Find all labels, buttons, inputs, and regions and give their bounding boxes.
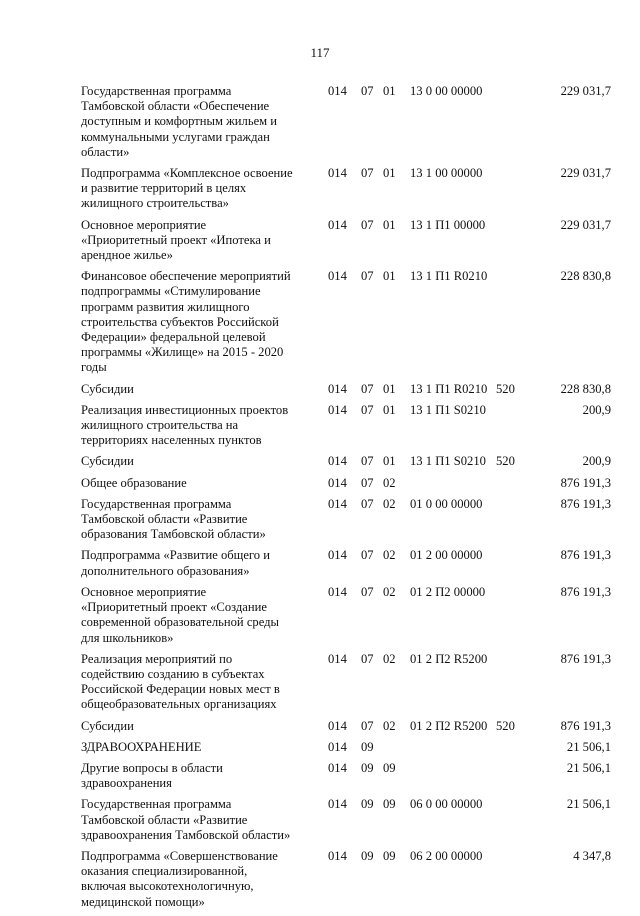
row-sum: 876 191,3 — [560, 475, 611, 490]
ministry-code: 014 — [328, 848, 347, 863]
section-code: 07 — [361, 269, 374, 284]
expense-type-code: 520 — [496, 454, 515, 469]
ministry-code: 014 — [328, 651, 347, 666]
target-article-code: 01 2 00 00000 — [410, 548, 483, 563]
ministry-code: 014 — [328, 381, 347, 396]
section-code: 07 — [361, 454, 374, 469]
row-name: Подпрограмма «Развитие общего и дополнительного образования» — [81, 548, 270, 578]
section-code: 09 — [361, 797, 374, 812]
section-code: 07 — [361, 217, 374, 232]
row-sum: 229 031,7 — [560, 166, 611, 181]
row-sum: 21 506,1 — [566, 739, 611, 754]
target-article-code: 13 1 П1 00000 — [410, 217, 486, 232]
row-sum: 228 830,8 — [560, 269, 611, 284]
ministry-code: 014 — [328, 217, 347, 232]
section-code: 07 — [361, 475, 374, 490]
row-name: Субсидии — [81, 718, 134, 733]
section-code: 07 — [361, 381, 374, 396]
table-row — [0, 585, 640, 646]
ministry-code: 014 — [328, 475, 347, 490]
table-row — [0, 403, 640, 449]
section-code: 07 — [361, 496, 374, 511]
subsection-code: 01 — [383, 454, 396, 469]
row-name: Другие вопросы в области здравоохранения — [81, 760, 223, 791]
table-row — [0, 382, 640, 397]
section-code: 07 — [361, 718, 374, 733]
section-code: 07 — [361, 584, 374, 599]
target-article-code: 13 1 00 00000 — [410, 166, 483, 181]
section-code: 09 — [361, 739, 374, 754]
subsection-code: 02 — [383, 548, 396, 563]
ministry-code: 014 — [328, 548, 347, 563]
ministry-code: 014 — [328, 718, 347, 733]
ministry-code: 014 — [328, 797, 347, 812]
row-sum: 4 347,8 — [573, 848, 611, 863]
row-name: Подпрограмма «Комплексное освоение и развитие территорий в целях жилищного строительства» — [81, 166, 293, 211]
target-article-code: 13 0 00 00000 — [410, 84, 483, 98]
target-article-code: 13 1 П1 R0210 — [410, 381, 488, 396]
row-name: Субсидии — [81, 454, 134, 469]
section-code: 07 — [361, 548, 374, 563]
row-sum: 229 031,7 — [560, 217, 611, 232]
section-code: 07 — [361, 402, 374, 417]
row-sum: 200,9 — [582, 454, 611, 469]
subsection-code: 01 — [383, 381, 396, 396]
target-article-code: 01 2 П2 00000 — [410, 584, 486, 599]
ministry-code: 014 — [328, 166, 347, 181]
table-row — [0, 548, 640, 578]
row-sum: 229 031,7 — [560, 84, 611, 98]
table-row — [0, 797, 640, 843]
table-row — [0, 218, 640, 264]
row-sum: 876 191,3 — [560, 548, 611, 563]
ministry-code: 014 — [328, 269, 347, 284]
subsection-code: 09 — [383, 760, 396, 775]
row-name: ЗДРАВООХРАНЕНИЕ — [81, 739, 202, 754]
table-row — [0, 719, 640, 734]
target-article-code: 01 2 П2 R5200 — [410, 651, 488, 666]
budget-table — [0, 84, 640, 916]
subsection-code: 01 — [383, 166, 396, 181]
row-name: Реализация мероприятий по содействию созданию в субъектах Российской Федерации новых мест в общеобразовательных организациях — [81, 651, 280, 712]
row-name: Общее образование — [81, 475, 187, 490]
subsection-code: 02 — [383, 475, 396, 490]
row-name: Реализация инвестиционных проектов жилищного строительства на территориях населенных пунктов — [81, 402, 289, 448]
row-name: Основное мероприятие «Приоритетный проект «Создание современной образовательной среды для школьников» — [81, 584, 280, 645]
table-row — [0, 849, 640, 910]
subsection-code: 01 — [383, 84, 396, 98]
row-sum: 876 191,3 — [560, 651, 611, 666]
ministry-code: 014 — [328, 454, 347, 469]
ministry-code: 014 — [328, 739, 347, 754]
row-sum: 876 191,3 — [560, 584, 611, 599]
row-sum: 21 506,1 — [566, 797, 611, 812]
ministry-code: 014 — [328, 84, 347, 98]
row-name: Основное мероприятие «Приоритетный проект «Ипотека и арендное жилье» — [81, 217, 271, 263]
table-row — [0, 497, 640, 543]
row-sum: 876 191,3 — [560, 496, 611, 511]
target-article-code: 01 2 П2 R5200 — [410, 718, 488, 733]
subsection-code: 01 — [383, 402, 396, 417]
subsection-code: 09 — [383, 848, 396, 863]
row-name: Государственная программа Тамбовской области «Развитие здравоохранения Тамбовской области» — [81, 797, 291, 842]
ministry-code: 014 — [328, 584, 347, 599]
section-code: 07 — [361, 651, 374, 666]
ministry-code: 014 — [328, 760, 347, 775]
target-article-code: 13 1 П1 R0210 — [410, 269, 488, 284]
ministry-code: 014 — [328, 496, 347, 511]
table-row — [0, 166, 640, 212]
subsection-code: 01 — [383, 217, 396, 232]
expense-type-code: 520 — [496, 381, 515, 396]
table-row — [0, 652, 640, 713]
subsection-code: 02 — [383, 584, 396, 599]
target-article-code: 13 1 П1 S0210 — [410, 402, 486, 417]
target-article-code: 06 0 00 00000 — [410, 797, 483, 812]
row-sum: 876 191,3 — [560, 718, 611, 733]
section-code: 09 — [361, 848, 374, 863]
row-name: Государственная программа Тамбовской области «Обеспечение доступным и комфортным жильем и коммунальными услугами граждан области» — [81, 84, 278, 159]
row-sum: 21 506,1 — [566, 760, 611, 775]
target-article-code: 13 1 П1 S0210 — [410, 454, 486, 469]
page-number: 117 — [310, 45, 330, 60]
subsection-code: 02 — [383, 651, 396, 666]
table-row — [0, 476, 640, 491]
row-name: Подпрограмма «Совершенствование оказания специализированной, включая высокотехнологичную, медицинской помощи» — [81, 848, 278, 909]
row-name: Финансовое обеспечение мероприятий подпрограммы «Стимулирование программ развития жилищного строительства субъектов Российской Федерации» федеральной целевой программы «Жилище» на 2015 - 2020 годы — [81, 269, 291, 375]
table-row — [0, 454, 640, 469]
target-article-code: 01 0 00 00000 — [410, 496, 483, 511]
table-row — [0, 740, 640, 755]
subsection-code: 01 — [383, 269, 396, 284]
expense-type-code: 520 — [496, 718, 515, 733]
subsection-code: 02 — [383, 496, 396, 511]
section-code: 09 — [361, 760, 374, 775]
subsection-code: 09 — [383, 797, 396, 812]
table-row — [0, 269, 640, 375]
table-row — [0, 84, 640, 160]
ministry-code: 014 — [328, 402, 347, 417]
section-code: 07 — [361, 84, 374, 98]
row-name: Субсидии — [81, 381, 134, 396]
section-code: 07 — [361, 166, 374, 181]
row-sum: 228 830,8 — [560, 381, 611, 396]
row-sum: 200,9 — [582, 402, 611, 417]
row-name: Государственная программа Тамбовской области «Развитие образования Тамбовской области» — [81, 496, 266, 542]
table-row — [0, 761, 640, 791]
subsection-code: 02 — [383, 718, 396, 733]
target-article-code: 06 2 00 00000 — [410, 848, 483, 863]
